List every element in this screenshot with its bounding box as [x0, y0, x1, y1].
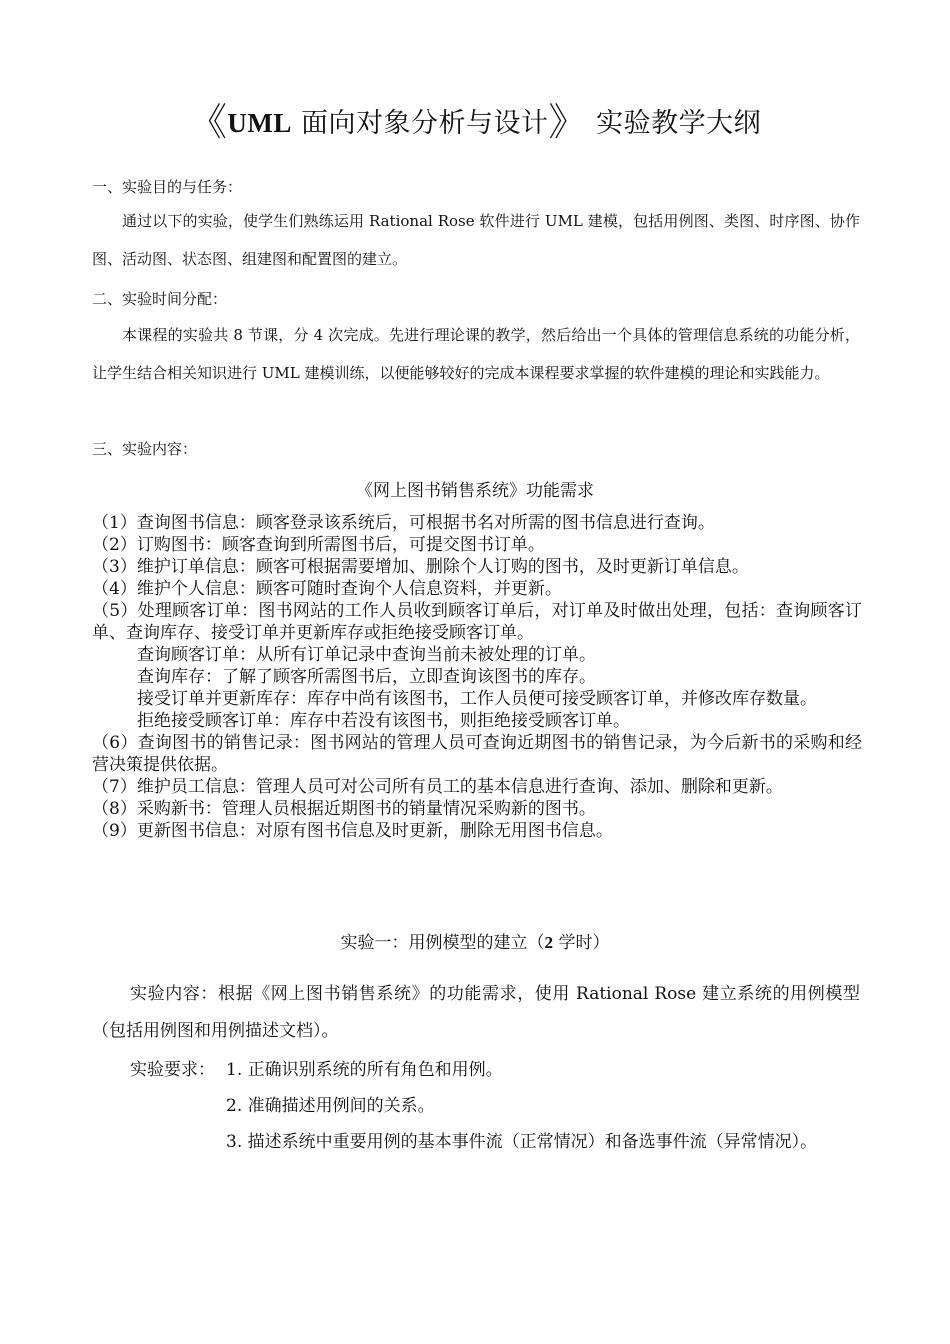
section-2-text: 本课程的实验共 8 节课，分 4 次完成。先进行理论课的教学，然后给出一个具体的管理信息系统的功能分析，让学生结合相关知识进行 UML 建模训练，以便能够较好的完成本课程要求掌握的软件建模的理论和实践能力。: [92, 326, 860, 382]
requirement-item: （5）处理顾客订单：图书网站的工作人员收到顾客订单后，对订单及时做出处理，包括：查询顾客订单、查询库存、接受订单并更新库存或拒绝接受顾客订单。: [92, 601, 862, 643]
section-3-heading: 三、实验内容：: [92, 440, 198, 458]
requirement-item: （8）采购新书：管理人员根据近期图书的销量情况采购新的图书。: [92, 799, 596, 819]
requirements-title: 《网上图书销售系统》功能需求: [356, 481, 594, 501]
title-uml: UML: [227, 108, 292, 138]
section-1-heading: 一、实验目的与任务：: [92, 178, 243, 196]
requirement-item: （9）更新图书信息：对原有图书信息及时更新，删除无用图书信息。: [92, 821, 613, 841]
requirements-list: [92, 512, 862, 842]
title-main: 面向对象分析与设计: [291, 108, 549, 139]
experiment-1-req-item: 1. 正确识别系统的所有角色和用例。: [226, 1060, 503, 1080]
requirement-subitem: 查询顾客订单：从所有订单记录中查询当前未被处理的订单。: [137, 645, 596, 665]
section-1-text: 通过以下的实验，使学生们熟练运用 Rational Rose 软件进行 UML 建模，包括用例图、类图、时序图、协作图、活动图、状态图、组建图和配置图的建立。: [92, 212, 860, 268]
experiment-1-content: 实验内容：根据《网上图书销售系统》的功能需求，使用 Rational Rose 建立系统的用例模型（包括用例图和用例描述文档）。: [92, 984, 860, 1041]
title-suffix: 实验教学大纲: [587, 108, 762, 139]
experiment-1-req-item: 3. 描述系统中重要用例的基本事件流（正常情况）和备选事件流（异常情况）。: [226, 1132, 818, 1152]
requirement-subitem: 接受订单并更新库存：库存中尚有该图书，工作人员便可接受顾客订单，并修改库存数量。: [137, 689, 817, 709]
requirement-item: （3）维护订单信息：顾客可根据需要增加、删除个人订购的图书，及时更新订单信息。: [92, 557, 749, 577]
document-title: [0, 100, 950, 146]
title-open-quote: 《: [188, 100, 228, 144]
experiment-1-title-prefix: 实验一：用例模型的建立（: [340, 933, 545, 953]
requirement-item: （4）维护个人信息：顾客可随时查询个人信息资料，并更新。: [92, 579, 562, 599]
experiment-1-title: [0, 930, 950, 956]
requirement-item: （7）维护员工信息：管理人员可对公司所有员工的基本信息进行查询、添加、删除和更新。: [92, 777, 783, 797]
requirement-item: （2）订购图书：顾客查询到所需图书后，可提交图书订单。: [92, 535, 545, 555]
requirement-item: （1）查询图书信息：顾客登录该系统后，可根据书名对所需的图书信息进行查询。: [92, 513, 715, 533]
experiment-1-req-item: 2. 准确描述用例间的关系。: [226, 1096, 435, 1116]
experiment-1-title-suffix: 学时）: [553, 933, 610, 953]
requirement-item: （6）查询图书的销售记录：图书网站的管理人员可查询近期图书的销售记录，为今后新书的采购和经营决策提供依据。: [92, 733, 862, 775]
experiment-1-req-label: 实验要求：: [130, 1060, 215, 1080]
requirement-subitem: 拒绝接受顾客订单：库存中若没有该图书，则拒绝接受顾客订单。: [137, 711, 630, 731]
section-2-heading: 二、实验时间分配：: [92, 290, 228, 308]
title-close-quote: 》: [548, 100, 588, 144]
experiment-1-hours: 2: [544, 933, 554, 952]
requirement-subitem: 查询库存：了解了顾客所需图书后，立即查询该图书的库存。: [137, 667, 596, 687]
